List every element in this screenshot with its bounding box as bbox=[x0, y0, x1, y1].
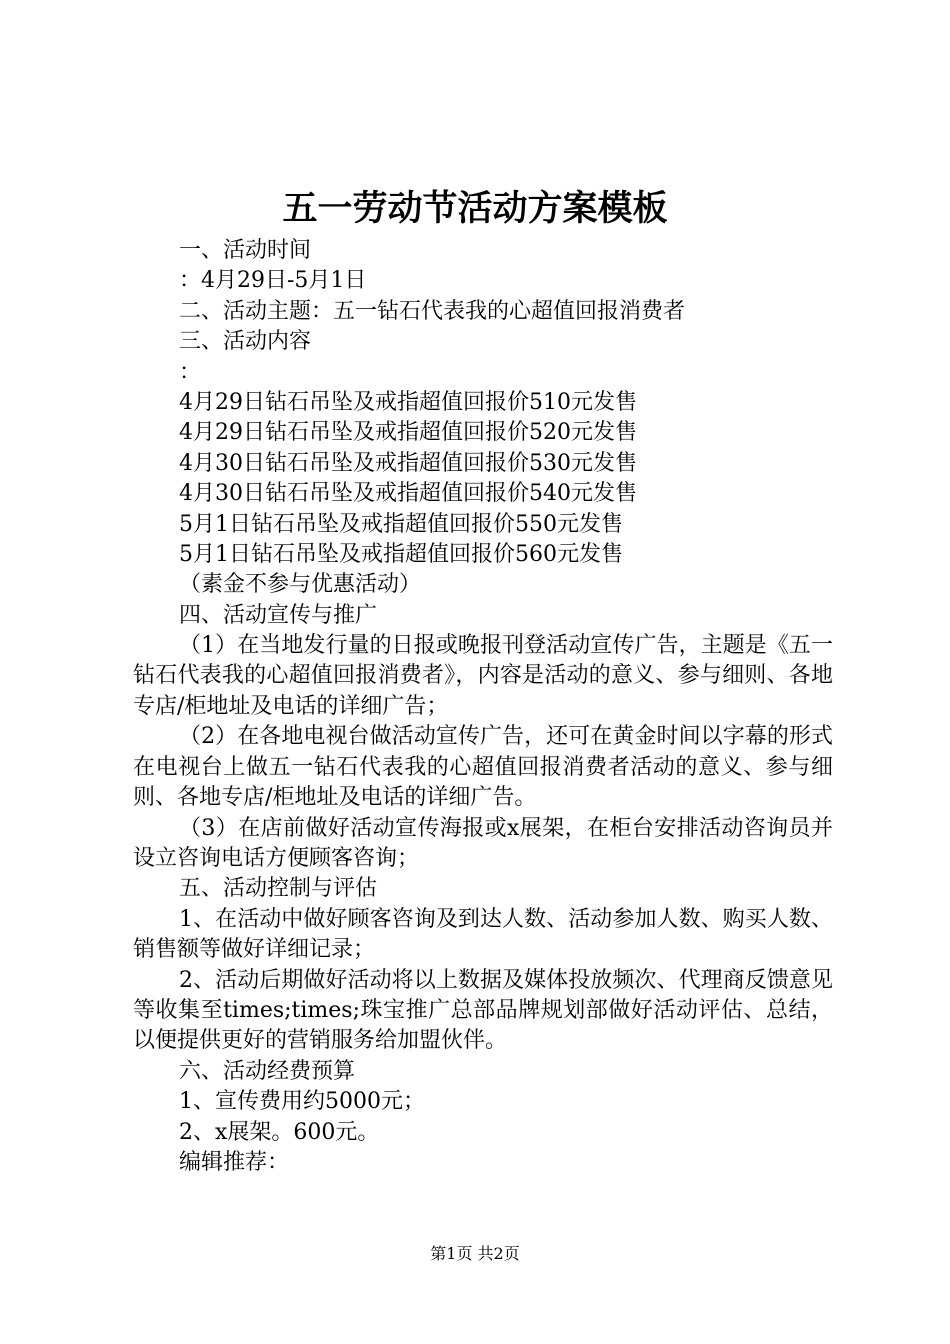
section-heading: 二、活动主题：五一钻石代表我的心超值回报消费者 bbox=[179, 298, 686, 324]
content-note: （素金不参与优惠活动） bbox=[179, 572, 422, 598]
budget-item: 1、宣传费用约5000元； bbox=[179, 1089, 425, 1115]
page-title: 五一劳动节活动方案模板 bbox=[282, 188, 668, 229]
document-body bbox=[133, 236, 833, 1178]
section-heading: 六、活动经费预算 bbox=[179, 1058, 356, 1084]
section-heading: 四、活动宣传与推广 bbox=[179, 602, 378, 628]
paragraph: （1）在当地发行量的日报或晚报刊登活动宣传广告，主题是《五一钻石代表我的心超值回报消费者》，内容是活动的意义、参与细则、各地专店/柜地址及电话的详细广告； bbox=[133, 633, 833, 719]
content-colon: ： bbox=[179, 359, 202, 385]
page-number-footer: 第1页 共2页 bbox=[430, 1244, 520, 1263]
activity-time-value: ：4月29日-5月1日 bbox=[179, 268, 367, 294]
list-item: 4月30日钻石吊坠及戒指超值回报价530元发售 bbox=[179, 450, 637, 476]
paragraph: （3）在店前做好活动宣传海报或x展架，在柜台安排活动咨询员并设立咨询电话方便顾客咨询； bbox=[133, 815, 833, 871]
list-item: 4月29日钻石吊坠及戒指超值回报价510元发售 bbox=[179, 389, 637, 415]
list-item: 5月1日钻石吊坠及戒指超值回报价550元发售 bbox=[179, 511, 623, 537]
list-item: 5月1日钻石吊坠及戒指超值回报价560元发售 bbox=[179, 541, 623, 567]
paragraph: （2）在各地电视台做活动宣传广告，还可在黄金时间以字幕的形式在电视台上做五一钻石代表我的心超值回报消费者活动的意义、参与细则、各地专店/柜地址及电话的详细广告。 bbox=[133, 724, 833, 811]
paragraph: 1、在活动中做好顾客咨询及到达人数、活动参加人数、购买人数、销售额等做好详细记录； bbox=[133, 906, 833, 963]
list-item: 4月29日钻石吊坠及戒指超值回报价520元发售 bbox=[179, 420, 637, 446]
budget-item: 2、x展架。600元。 bbox=[179, 1119, 380, 1145]
section-heading: 三、活动内容 bbox=[179, 329, 312, 355]
list-item: 4月30日钻石吊坠及戒指超值回报价540元发售 bbox=[179, 481, 637, 507]
section-heading: 一、活动时间 bbox=[179, 238, 312, 263]
section-heading: 五、活动控制与评估 bbox=[179, 876, 378, 902]
paragraph: 2、活动后期做好活动将以上数据及媒体投放频次、代理商反馈意见等收集至times;times;珠宝推广总部品牌规划部做好活动评估、总结，以便提供更好的营销服务给加盟伙伴。 bbox=[133, 967, 833, 1054]
editor-recommendation: 编辑推荐： bbox=[179, 1149, 290, 1175]
